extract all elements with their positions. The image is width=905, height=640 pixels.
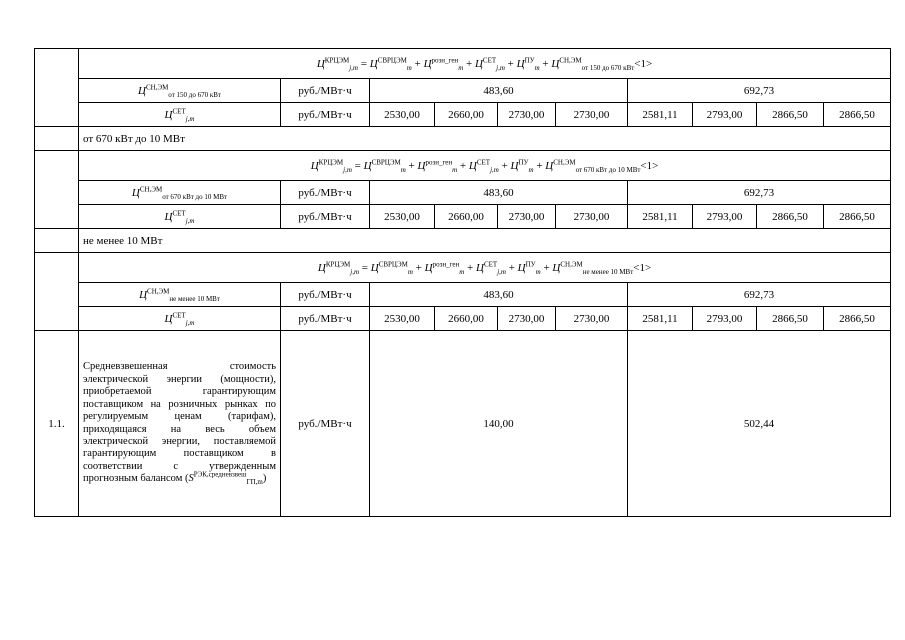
range-row <box>35 229 891 253</box>
row-number-cell <box>35 127 79 151</box>
sn-value-2: 692,73 <box>628 181 891 205</box>
item-value-2: 502,44 <box>628 331 891 517</box>
sn-value-1: 483,60 <box>370 79 628 103</box>
value-cell: 2660,00 <box>435 307 498 331</box>
value-cell: 2530,00 <box>370 103 435 127</box>
sn-row <box>35 283 891 307</box>
formula-row <box>35 253 891 283</box>
sn-value-2: 692,73 <box>628 283 891 307</box>
range-row <box>35 127 891 151</box>
value-cell: 2866,50 <box>757 205 824 229</box>
set-label: $Ц^{СЕТ}_{j,m}$ <box>79 307 281 331</box>
value-cell: 2730,00 <box>556 103 628 127</box>
value-cell: 2866,50 <box>824 205 891 229</box>
value-cell: 2660,00 <box>435 205 498 229</box>
unit-cell: руб./МВт·ч <box>281 283 370 307</box>
formula-row <box>35 151 891 181</box>
row-number-cell <box>35 253 79 331</box>
formula-cell: $Ц^{КРЦЭМ}_{j,m} = Ц^{СВРЦЭМ}_m + Ц^{розн\_ген}_m + Ц^{СЕТ}_{j,m} + Ц^{ПУ}_m + Ц^{СН,ЭМ}_{от 670 кВт до 10 МВт}<1>$ <box>79 151 891 181</box>
value-cell: 2793,00 <box>693 103 757 127</box>
value-cell: 2581,11 <box>628 205 693 229</box>
sn-value-2: 692,73 <box>628 79 891 103</box>
formula-row <box>35 49 891 79</box>
sn-value-1: 483,60 <box>370 283 628 307</box>
sn-row <box>35 181 891 205</box>
unit-cell: руб./МВт·ч <box>281 181 370 205</box>
set-label: $Ц^{СЕТ}_{j,m}$ <box>79 205 281 229</box>
row-number-cell <box>35 49 79 127</box>
range-label: не менее 10 МВт <box>79 229 891 253</box>
value-cell: 2581,11 <box>628 307 693 331</box>
item-number: 1.1. <box>35 331 79 517</box>
tariff-table <box>34 48 891 517</box>
set-row <box>35 205 891 229</box>
row-number-cell <box>35 229 79 253</box>
value-cell: 2530,00 <box>370 205 435 229</box>
value-cell: 2730,00 <box>498 205 556 229</box>
item-row <box>35 331 891 517</box>
unit-cell: руб./МВт·ч <box>281 79 370 103</box>
set-row <box>35 103 891 127</box>
value-cell: 2730,00 <box>498 103 556 127</box>
unit-cell: руб./МВт·ч <box>281 307 370 331</box>
value-cell: 2866,50 <box>757 307 824 331</box>
value-cell: 2866,50 <box>757 103 824 127</box>
sn-row <box>35 79 891 103</box>
sn-value-1: 483,60 <box>370 181 628 205</box>
sn-label: $Ц^{СН,ЭМ}_{от 150 до 670 кВт}$ <box>79 79 281 103</box>
formula-cell: $Ц^{КРЦЭМ}_{j,m} = Ц^{СВРЦЭМ}_m + Ц^{розн\_ген}_m + Ц^{СЕТ}_{j,m} + Ц^{ПУ}_m + Ц^{СН,ЭМ}_{от 150 до 670 кВт}<1>$ <box>79 49 891 79</box>
value-cell: 2660,00 <box>435 103 498 127</box>
value-cell: 2866,50 <box>824 307 891 331</box>
sn-label: $Ц^{СН,ЭМ}_{не менее 10 МВт}$ <box>79 283 281 307</box>
row-number-cell <box>35 151 79 229</box>
value-cell: 2581,11 <box>628 103 693 127</box>
value-cell: 2793,00 <box>693 205 757 229</box>
formula-cell: $Ц^{КРЦЭМ}_{j,m} = Ц^{СВРЦЭМ}_m + Ц^{розн\_ген}_m + Ц^{СЕТ}_{j,m} + Ц^{ПУ}_m + Ц^{СН,ЭМ}_{не менее 10 МВт}<1>$ <box>79 253 891 283</box>
item-description: Средневзвешенная стоимость электрической энергии (мощности), приобретаемой гарантирующим поставщиком на розничных рынках по регулируемым ценам (тарифам), приходящаяся на весь объем электрической энергии, поставляемой гарантирующим поставщиком в соответствии с утвержденным прогнозным балансом $(S^{РЭК,средневзвеш}_{ГП,m})$ <box>79 331 281 517</box>
value-cell: 2730,00 <box>556 205 628 229</box>
value-cell: 2730,00 <box>498 307 556 331</box>
value-cell: 2730,00 <box>556 307 628 331</box>
unit-cell: руб./МВт·ч <box>281 205 370 229</box>
sn-label: $Ц^{СН,ЭМ}_{от 670 кВт до 10 МВт}$ <box>79 181 281 205</box>
value-cell: 2866,50 <box>824 103 891 127</box>
item-value-1: 140,00 <box>370 331 628 517</box>
value-cell: 2793,00 <box>693 307 757 331</box>
set-label: $Ц^{СЕТ}_{j,m}$ <box>79 103 281 127</box>
unit-cell: руб./МВт·ч <box>281 331 370 517</box>
unit-cell: руб./МВт·ч <box>281 103 370 127</box>
set-row <box>35 307 891 331</box>
range-label: от 670 кВт до 10 МВт <box>79 127 891 151</box>
value-cell: 2530,00 <box>370 307 435 331</box>
